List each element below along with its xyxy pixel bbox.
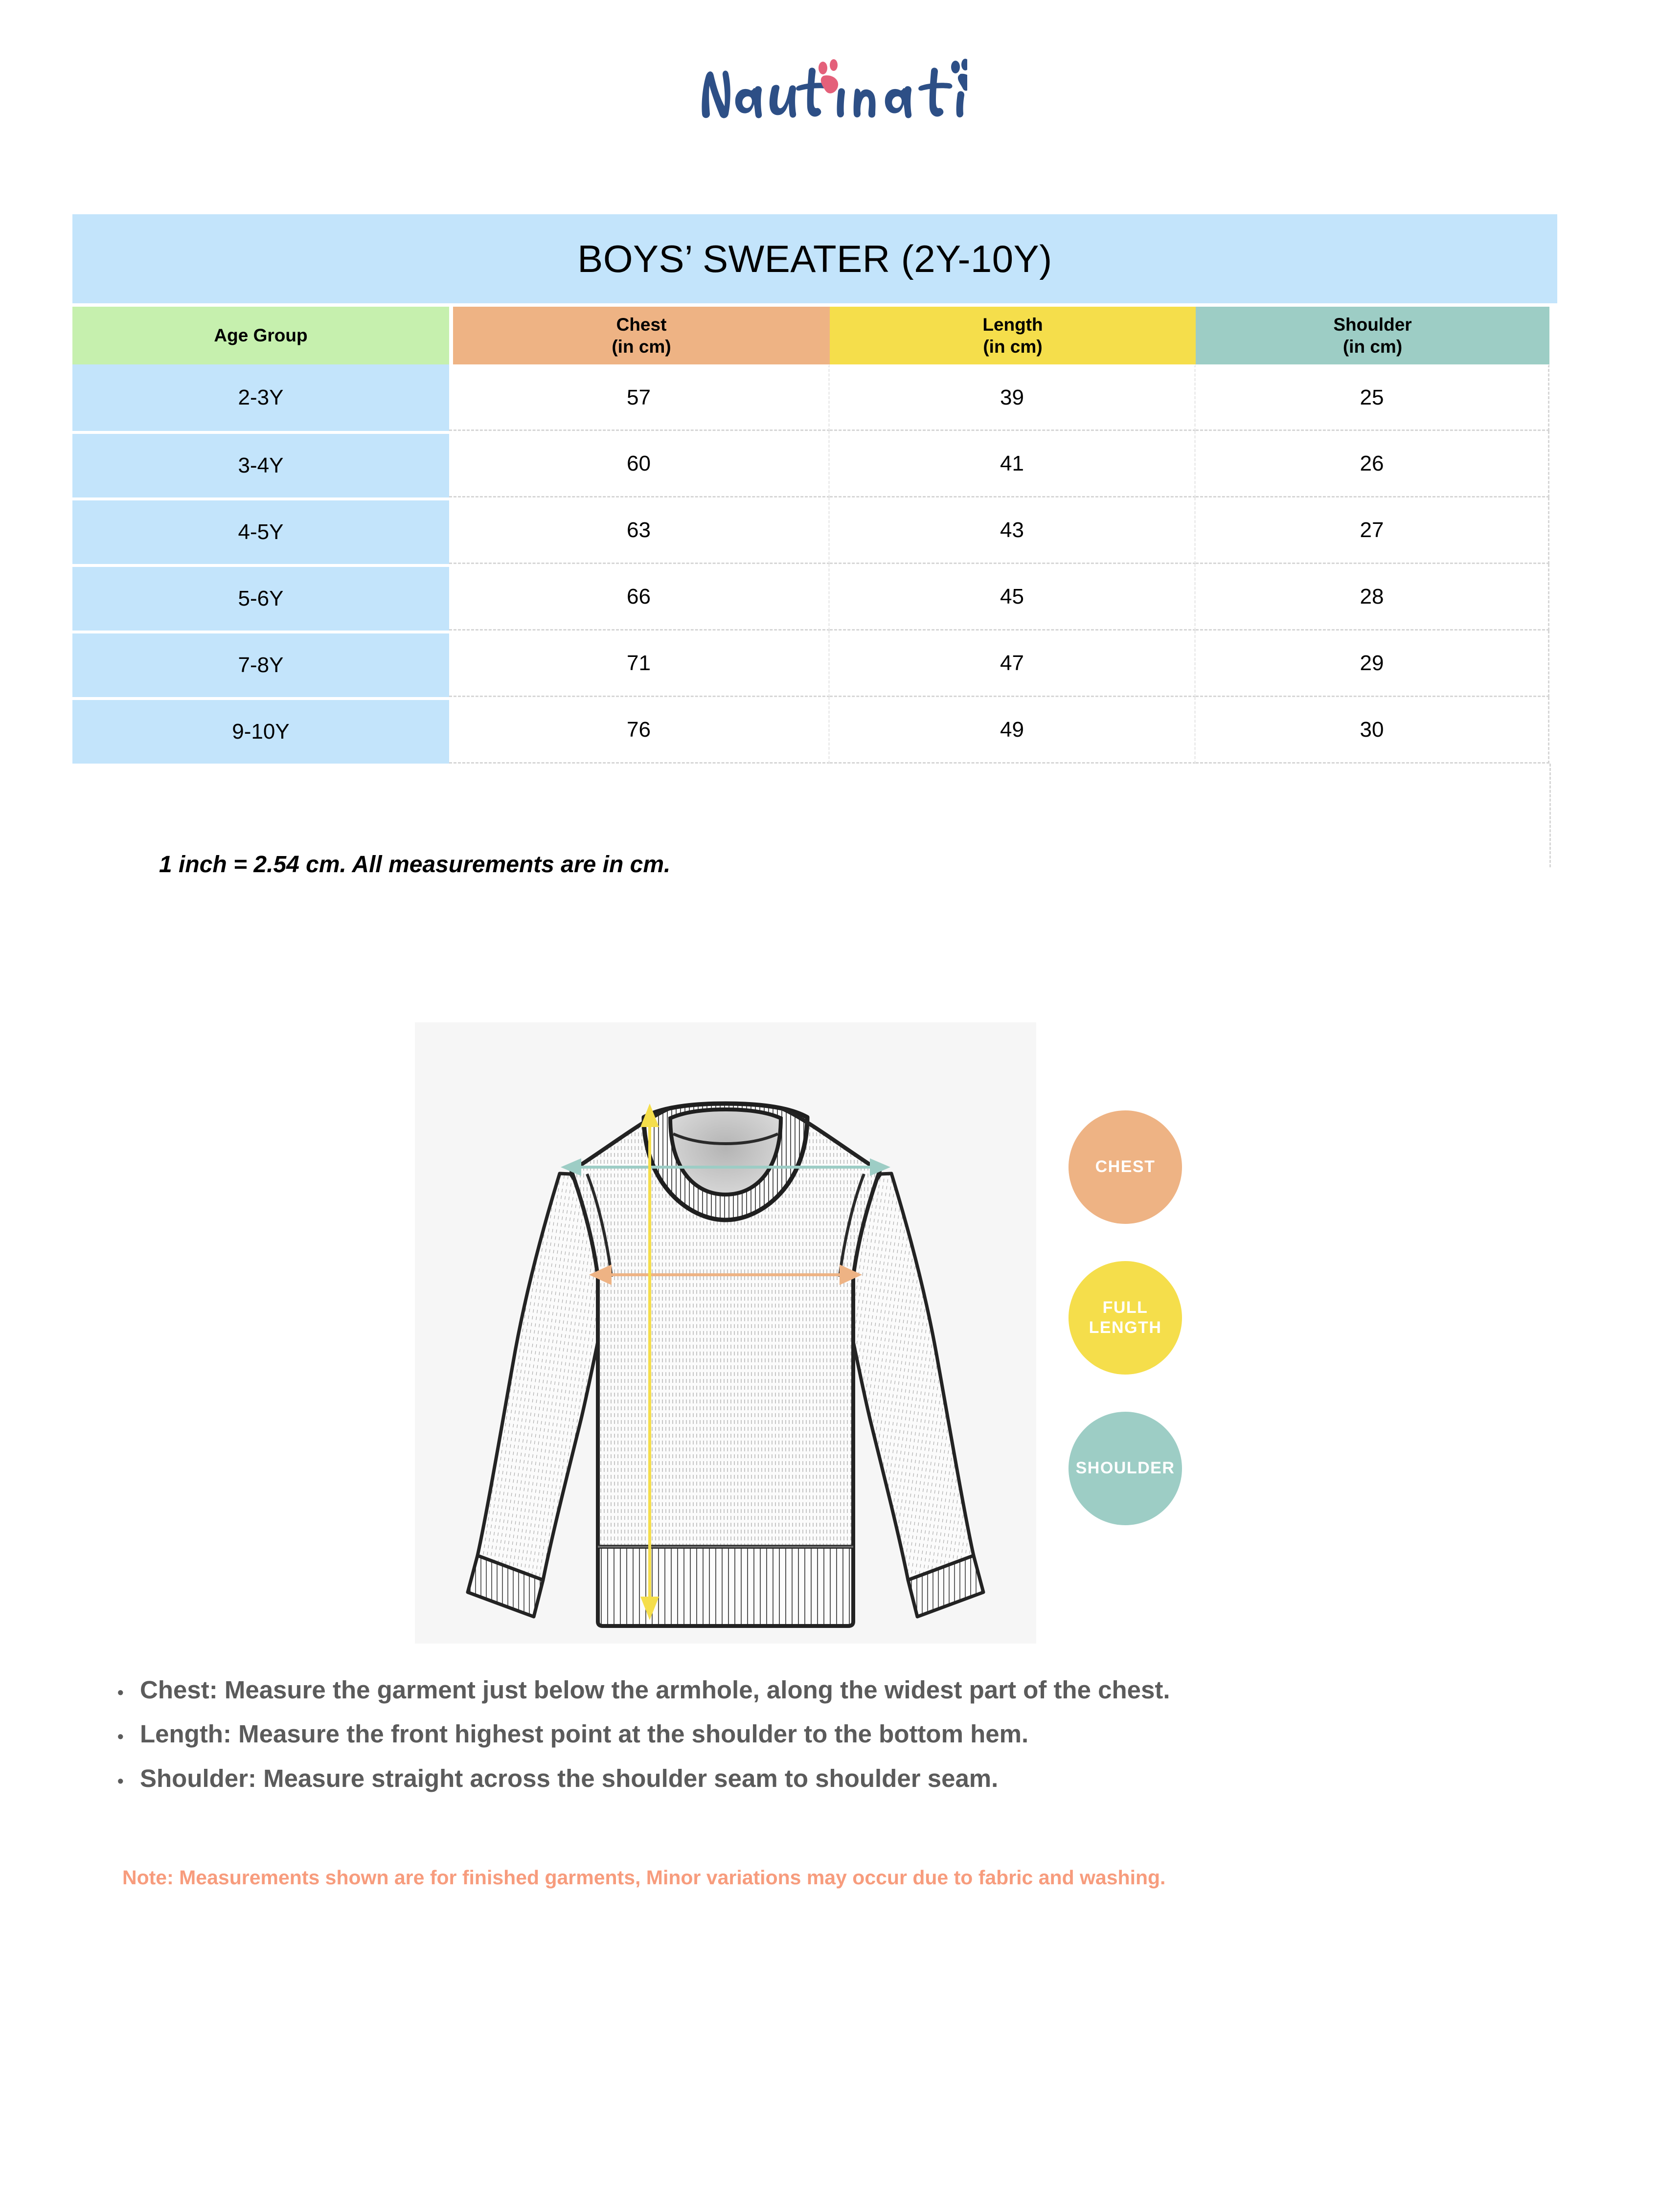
cell-age-group: 2-3Y [72, 364, 449, 431]
cell-shoulder: 29 [1196, 631, 1549, 697]
header-length-unit: (in cm) [983, 337, 1043, 357]
table-row [72, 431, 1557, 497]
cell-chest: 71 [449, 631, 830, 697]
column-header-length [830, 307, 1196, 364]
bullet-icon: • [117, 1682, 124, 1702]
column-header-shoulder [1196, 307, 1549, 364]
instruction-text-shoulder: Shoulder: Measure straight across the shoulder seam to shoulder seam. [140, 1764, 999, 1792]
cell-age-group: 4-5Y [72, 497, 449, 564]
page-title: BOYS’ SWEATER (2Y-10Y) [72, 214, 1557, 303]
bullet-icon: • [117, 1770, 124, 1791]
cell-shoulder: 25 [1196, 364, 1549, 431]
cell-chest: 63 [449, 497, 830, 564]
cell-shoulder: 28 [1196, 564, 1549, 631]
cell-age-group: 5-6Y [72, 564, 449, 631]
disclaimer-note: Note: Measurements shown are for finished garments, Minor variations may occur due to fabric and washing. [122, 1866, 1166, 1889]
list-item [117, 1674, 1585, 1706]
legend-shoulder-badge [1069, 1412, 1182, 1525]
table-row [72, 564, 1557, 631]
legend-chest-label: CHEST [1095, 1157, 1156, 1176]
size-chart-table [72, 214, 1557, 764]
cell-shoulder: 30 [1196, 697, 1549, 764]
cell-length: 39 [830, 364, 1196, 431]
cell-chest: 60 [449, 431, 830, 497]
legend-length-line2: LENGTH [1089, 1318, 1162, 1337]
legend-shoulder-label: SHOULDER [1075, 1459, 1175, 1478]
garment-illustration [415, 1022, 1036, 1644]
cell-shoulder: 26 [1196, 431, 1549, 497]
cell-length: 41 [830, 431, 1196, 497]
instruction-text-chest: Chest: Measure the garment just below the armhole, along the widest part of the chest. [140, 1676, 1170, 1704]
header-length-label: Length [982, 314, 1043, 335]
legend-full-length-label [1089, 1298, 1162, 1338]
nautinati-logo-icon [693, 56, 967, 130]
bullet-icon: • [117, 1726, 124, 1747]
table-row [72, 497, 1557, 564]
header-gap [449, 307, 453, 364]
cell-length: 49 [830, 697, 1196, 764]
table-header-row [72, 307, 1557, 364]
cell-chest: 66 [449, 564, 830, 631]
header-chest-label: Chest [616, 314, 667, 335]
table-body [72, 364, 1557, 764]
cell-chest: 76 [449, 697, 830, 764]
list-item [117, 1718, 1585, 1750]
table-row [72, 364, 1557, 431]
header-age-label: Age Group [214, 325, 308, 346]
brand-logo [0, 54, 1660, 132]
table-row [72, 631, 1557, 697]
header-shoulder-label: Shoulder [1333, 314, 1412, 335]
unit-conversion-note: 1 inch = 2.54 cm. All measurements are in cm. [159, 852, 671, 878]
legend-full-length-badge [1069, 1261, 1182, 1375]
cell-length: 47 [830, 631, 1196, 697]
header-shoulder-unit: (in cm) [1342, 337, 1403, 357]
legend-chest-badge [1069, 1110, 1182, 1224]
cell-length: 43 [830, 497, 1196, 564]
cell-length: 45 [830, 564, 1196, 631]
sweater-flat-sketch-icon [415, 1022, 1036, 1644]
cell-age-group: 3-4Y [72, 431, 449, 497]
instruction-text-length: Length: Measure the front highest point at the shoulder to the bottom hem. [140, 1720, 1029, 1748]
table-row [72, 697, 1557, 764]
cell-shoulder: 27 [1196, 497, 1549, 564]
column-header-age-group [72, 307, 449, 364]
measurement-instructions [117, 1674, 1585, 1806]
list-item [117, 1762, 1585, 1795]
column-header-chest [453, 307, 830, 364]
measurement-legend [1069, 1110, 1186, 1562]
header-chest-unit: (in cm) [612, 337, 671, 357]
cell-age-group: 9-10Y [72, 697, 449, 764]
cell-chest: 57 [449, 364, 830, 431]
legend-length-line1: FULL [1102, 1298, 1148, 1317]
cell-age-group: 7-8Y [72, 631, 449, 697]
